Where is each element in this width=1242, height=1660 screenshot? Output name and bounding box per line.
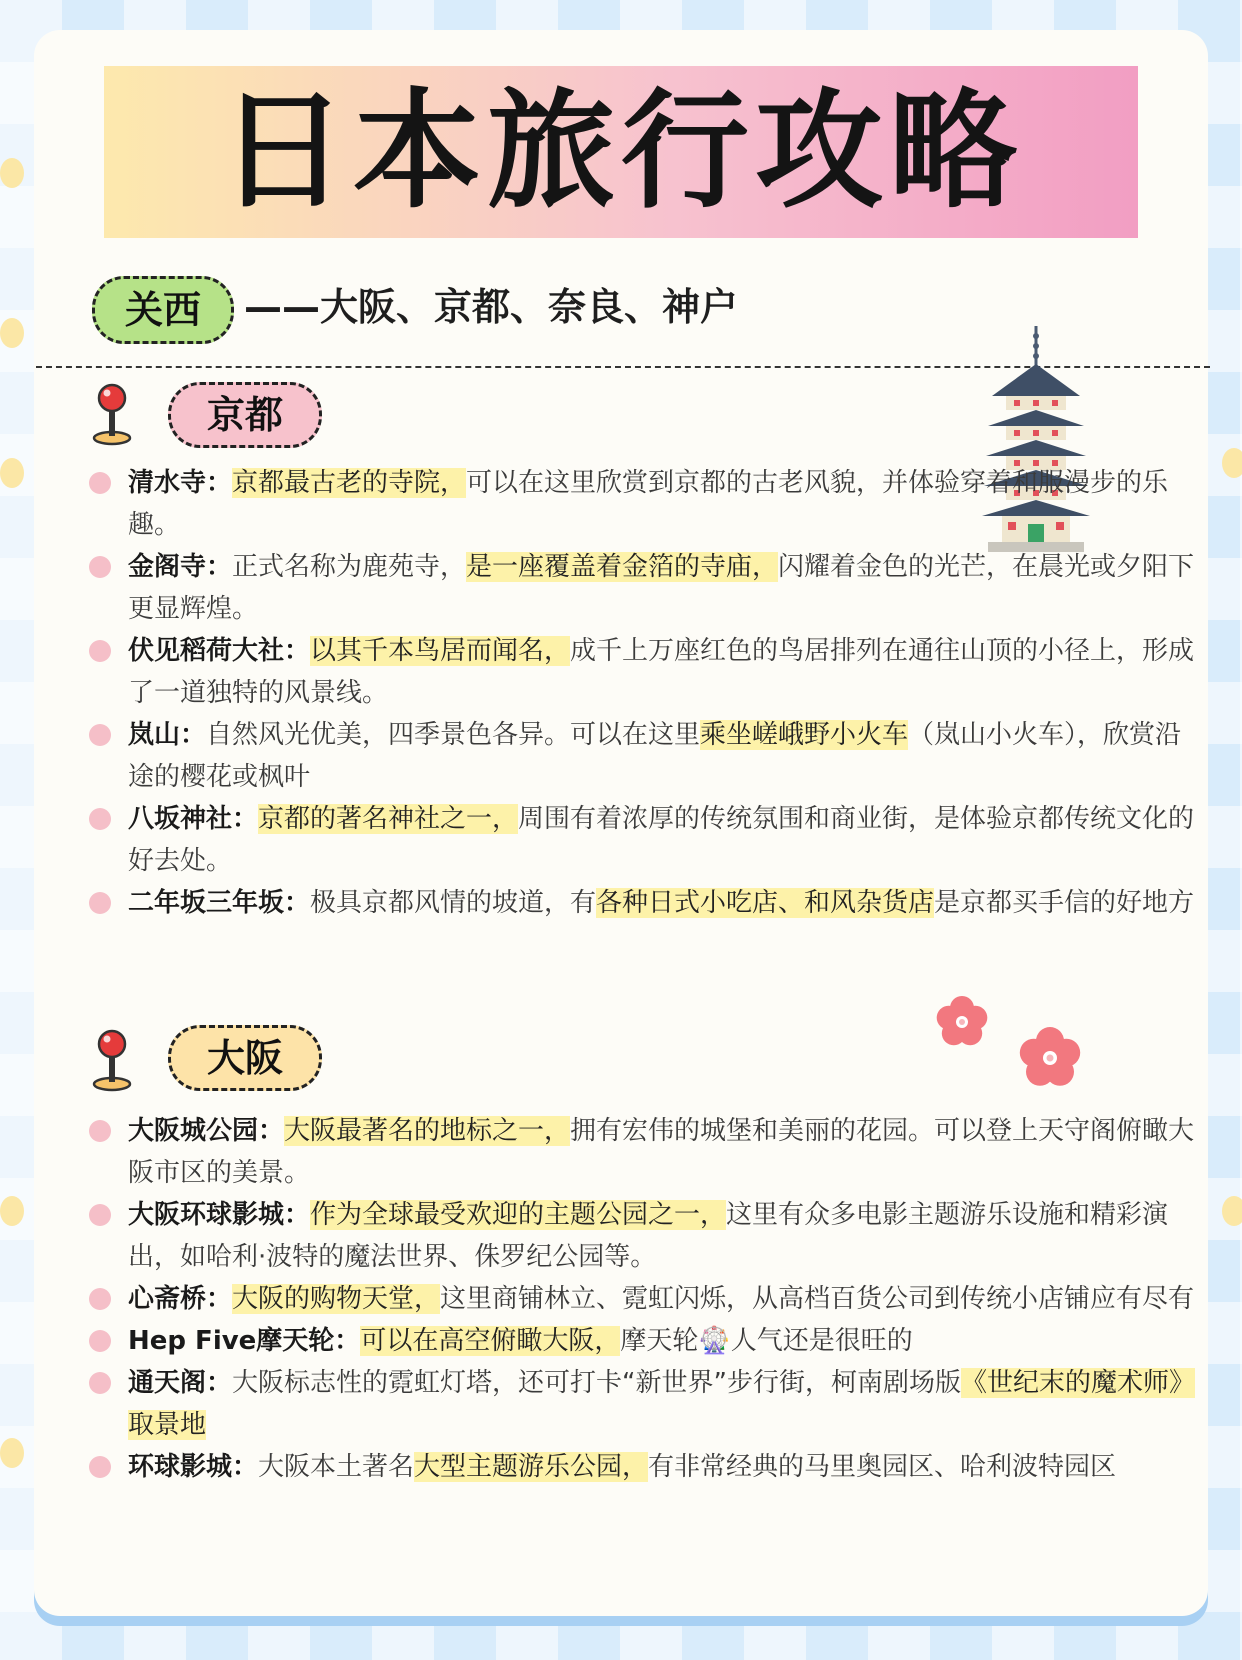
item-text: 有非常经典的马里奥园区、哈利波特园区 bbox=[648, 1452, 1117, 1482]
decor-dot bbox=[0, 318, 24, 348]
item-name: 岚山： bbox=[128, 720, 207, 750]
item-name: 金阁寺： bbox=[128, 552, 233, 582]
bullet-dot bbox=[89, 808, 111, 830]
guide-card bbox=[34, 30, 1208, 1616]
item-text: 大阪本土著名 bbox=[258, 1452, 415, 1482]
decor-dot bbox=[1222, 1196, 1242, 1226]
item-text: 周围有着浓厚的传统氛围和商业街，是体验京都传统文化的好去处。 bbox=[128, 804, 1195, 876]
item-highlight: 可以在高空俯瞰大阪， bbox=[360, 1326, 621, 1356]
bullet-dot bbox=[89, 1120, 111, 1142]
item-text: 可以在这里欣赏到京都的古老风貌，并体验穿着和服漫步的乐趣。 bbox=[128, 468, 1169, 540]
bullet-dot bbox=[89, 1288, 111, 1310]
item-highlight: 作为全球最受欢迎的主题公园之一， bbox=[310, 1200, 727, 1230]
cherry-blossom-icon bbox=[930, 990, 994, 1054]
item-highlight: 大阪最著名的地标之一， bbox=[284, 1116, 571, 1146]
bullet-dot bbox=[89, 724, 111, 746]
item-text: 成千上万座红色的鸟居排列在通往山顶的小径上，形成了一道独特的风景线。 bbox=[128, 636, 1195, 708]
list-item bbox=[88, 798, 1198, 882]
item-name: 心斋桥： bbox=[128, 1284, 233, 1314]
item-text: 这里商铺林立、霓虹闪烁，从高档百货公司到传统小店铺应有尽有 bbox=[440, 1284, 1195, 1314]
decor-dot bbox=[0, 1438, 24, 1468]
list-item bbox=[88, 1110, 1198, 1194]
item-highlight: 大型主题游乐公园， bbox=[414, 1452, 649, 1482]
item-text: 是京都买手信的好地方 bbox=[934, 888, 1195, 918]
list-item bbox=[88, 462, 1198, 546]
item-highlight: 《世纪末的魔术师》取景地 bbox=[128, 1368, 1195, 1440]
osaka-list bbox=[88, 1110, 1198, 1488]
list-item bbox=[88, 1194, 1198, 1278]
section-badge-kyoto: 京都 bbox=[168, 382, 322, 448]
item-text: 自然风光优美，四季景色各异。可以在这里 bbox=[206, 720, 701, 750]
region-badge: 关西 bbox=[92, 276, 234, 344]
item-highlight: 各种日式小吃店、和风杂货店 bbox=[596, 888, 935, 918]
bullet-dot bbox=[89, 556, 111, 578]
decor-dot bbox=[0, 1196, 24, 1226]
item-highlight: 以其千本鸟居而闻名， bbox=[310, 636, 571, 666]
list-item bbox=[88, 546, 1198, 630]
list-item bbox=[88, 1320, 1198, 1362]
bullet-dot bbox=[89, 640, 111, 662]
item-highlight: 京都最古老的寺院， bbox=[232, 468, 467, 498]
item-text: （岚山小火车），欣赏沿途的樱花或枫叶 bbox=[128, 720, 1182, 792]
item-highlight: 是一座覆盖着金箔的寺庙， bbox=[466, 552, 779, 582]
bullet-dot bbox=[89, 1456, 111, 1478]
item-name: 环球影城： bbox=[128, 1452, 259, 1482]
list-item bbox=[88, 1362, 1198, 1446]
list-item bbox=[88, 1446, 1198, 1488]
item-name: Hep Five摩天轮： bbox=[128, 1326, 361, 1356]
decor-dot bbox=[1222, 448, 1242, 478]
item-text: 摩天轮🎡人气还是很旺的 bbox=[620, 1326, 913, 1356]
item-text: 这里有众多电影主题游乐设施和精彩演出，如哈利·波特的魔法世界、侏罗纪公园等。 bbox=[128, 1200, 1169, 1272]
item-text: 拥有宏伟的城堡和美丽的花园。可以登上天守阁俯瞰大阪市区的美景。 bbox=[128, 1116, 1195, 1188]
item-highlight: 京都的著名神社之一， bbox=[258, 804, 519, 834]
map-pin-icon bbox=[90, 382, 134, 446]
decor-dot bbox=[0, 158, 24, 188]
item-name: 清水寺： bbox=[128, 468, 233, 498]
item-highlight: 乘坐嵯峨野小火车 bbox=[700, 720, 909, 750]
bullet-dot bbox=[89, 472, 111, 494]
page-title: 日本旅行攻略 bbox=[218, 77, 1023, 226]
bullet-dot bbox=[89, 1372, 111, 1394]
item-name: 二年坂三年坂： bbox=[128, 888, 311, 918]
region-cities: ——大阪、京都、奈良、神户 bbox=[244, 285, 739, 329]
item-text: 正式名称为鹿苑寺， bbox=[232, 552, 467, 582]
map-pin-icon bbox=[90, 1028, 134, 1092]
item-text: 大阪标志性的霓虹灯塔，还可打卡“新世界”步行街，柯南剧场版 bbox=[232, 1368, 961, 1398]
item-text: 极具京都风情的坡道，有 bbox=[310, 888, 597, 918]
decor-dot bbox=[0, 458, 24, 488]
item-highlight: 大阪的购物天堂， bbox=[232, 1284, 441, 1314]
cherry-blossom-icon bbox=[1012, 1020, 1088, 1096]
item-name: 大阪城公园： bbox=[128, 1116, 285, 1146]
bullet-dot bbox=[89, 892, 111, 914]
list-item bbox=[88, 630, 1198, 714]
section-badge-osaka: 大阪 bbox=[168, 1025, 322, 1091]
list-item bbox=[88, 1278, 1198, 1320]
item-name: 大阪环球影城： bbox=[128, 1200, 311, 1230]
item-name: 八坂神社： bbox=[128, 804, 259, 834]
list-item bbox=[88, 714, 1198, 798]
kyoto-list bbox=[88, 462, 1198, 924]
bullet-dot bbox=[89, 1204, 111, 1226]
list-item bbox=[88, 882, 1198, 924]
item-text: 闪耀着金色的光芒，在晨光或夕阳下更显辉煌。 bbox=[128, 552, 1195, 624]
item-name: 通天阁： bbox=[128, 1368, 233, 1398]
bullet-dot bbox=[89, 1330, 111, 1352]
item-name: 伏见稻荷大社： bbox=[128, 636, 311, 666]
